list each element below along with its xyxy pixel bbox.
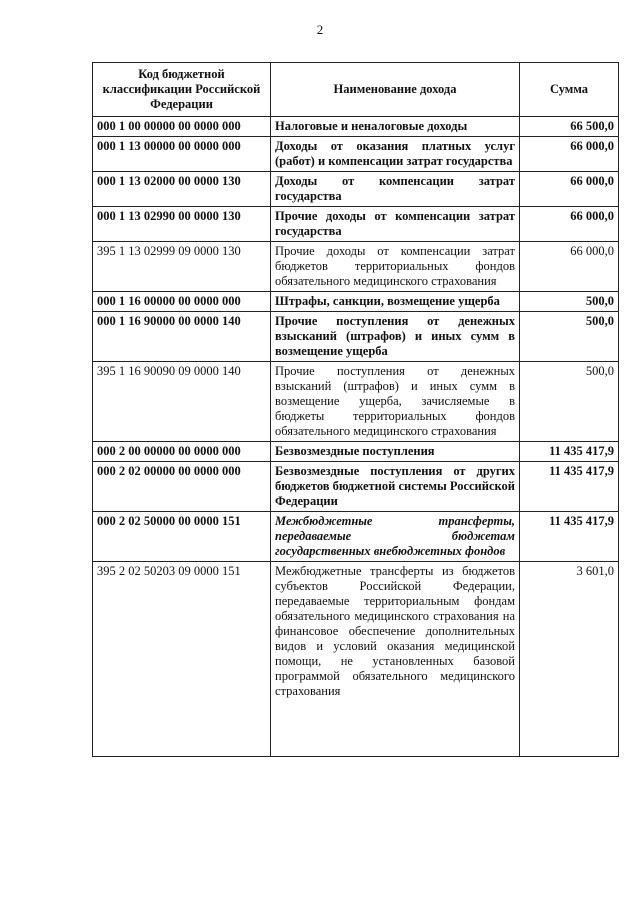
row-amount: 11 435 417,9: [520, 462, 619, 512]
row-name: Прочие доходы от компенсации затрат государства: [271, 207, 520, 242]
table-row: [93, 442, 619, 462]
row-name: Межбюджетные трансферты, передаваемые бюджетам государственных внебюджетных фондов: [271, 512, 520, 562]
table-row: [93, 292, 619, 312]
row-code: 000 1 13 02000 00 0000 130: [93, 172, 271, 207]
row-code: 000 1 16 00000 00 0000 000: [93, 292, 271, 312]
table-row: [93, 562, 619, 757]
header-amount: Сумма: [520, 63, 619, 117]
row-amount: 66 000,0: [520, 207, 619, 242]
row-name: Прочие поступления от денежных взысканий (штрафов) и иных сумм в возмещение ущерба, зачисляемые в бюджеты территориальных фондов обязательного медицинского страхования: [271, 362, 520, 442]
row-name: Налоговые и неналоговые доходы: [271, 117, 520, 137]
row-name: Прочие поступления от денежных взысканий (штрафов) и иных сумм в возмещение ущерба: [271, 312, 520, 362]
row-code: 000 2 00 00000 00 0000 000: [93, 442, 271, 462]
table-header-row: [93, 63, 619, 117]
row-name: Штрафы, санкции, возмещение ущерба: [271, 292, 520, 312]
row-amount: 66 000,0: [520, 137, 619, 172]
row-name: Прочие доходы от компенсации затрат бюджетов территориальных фондов обязательного медицинского страхования: [271, 242, 520, 292]
row-amount: 66 000,0: [520, 172, 619, 207]
page-number: 2: [316, 22, 324, 37]
income-table: [92, 62, 619, 757]
row-code: 000 2 02 50000 00 0000 151: [93, 512, 271, 562]
row-name: Межбюджетные трансферты из бюджетов субъектов Российской Федерации, передаваемые территориальным фондам обязательного медицинского страхования на финансовое обеспечение дополнительных видов и условий оказания медицинской помощи, не установленных базовой программой обязательного медицинского страхования: [271, 562, 520, 757]
row-code: 000 1 16 90000 00 0000 140: [93, 312, 271, 362]
row-amount: 500,0: [520, 312, 619, 362]
row-amount: 66 000,0: [520, 242, 619, 292]
table-row: [93, 312, 619, 362]
row-amount: 500,0: [520, 362, 619, 442]
table-row: [93, 462, 619, 512]
row-code: 395 1 13 02999 09 0000 130: [93, 242, 271, 292]
table-row: [93, 512, 619, 562]
table-row: [93, 117, 619, 137]
row-amount: 500,0: [520, 292, 619, 312]
table-row: [93, 172, 619, 207]
table-row: [93, 362, 619, 442]
table-row: [93, 137, 619, 172]
row-code: 000 2 02 00000 00 0000 000: [93, 462, 271, 512]
row-amount: 11 435 417,9: [520, 512, 619, 562]
row-code: 000 1 13 00000 00 0000 000: [93, 137, 271, 172]
header-code: Код бюджетной классификации Российской Федерации: [93, 63, 271, 117]
header-name: Наименование дохода: [271, 63, 520, 117]
row-name: Безвозмездные поступления: [271, 442, 520, 462]
row-code: 000 1 13 02990 00 0000 130: [93, 207, 271, 242]
row-name: Доходы от оказания платных услуг (работ) и компенсации затрат государства: [271, 137, 520, 172]
row-code: 395 2 02 50203 09 0000 151: [93, 562, 271, 757]
row-amount: 11 435 417,9: [520, 442, 619, 462]
table-row: [93, 207, 619, 242]
row-name: Доходы от компенсации затрат государства: [271, 172, 520, 207]
row-name: Безвозмездные поступления от других бюджетов бюджетной системы Российской Федерации: [271, 462, 520, 512]
table-row: [93, 242, 619, 292]
row-code: 395 1 16 90090 09 0000 140: [93, 362, 271, 442]
row-amount: 66 500,0: [520, 117, 619, 137]
row-code: 000 1 00 00000 00 0000 000: [93, 117, 271, 137]
row-amount: 3 601,0: [520, 562, 619, 757]
